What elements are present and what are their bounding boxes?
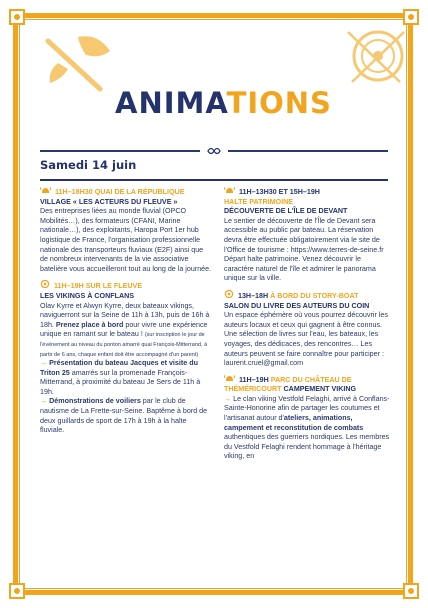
left-column (40, 187, 212, 442)
event-body: Le clan viking Vestfold Felaghi, arrivé à Conflans-Sainte-Honorine afin de partager les coutumes et l'artisanat autour d' (224, 394, 390, 423)
event-note: (sur inscription le jour de l'événement au niveau du ponton amarré quai François-Mitterrand, à partir de 6 ans, chaque enfant doit être accompagné d'un parent) (40, 332, 208, 358)
viking-axe-icon (40, 33, 122, 93)
event-ile-de-devant (224, 187, 390, 284)
event-place: À BORD DU STORY-BOAT (270, 291, 359, 300)
corner-ornament-icon (9, 9, 25, 25)
arrow-icon: → (40, 359, 48, 368)
celtic-separator (40, 146, 388, 156)
viking-shield-icon (338, 28, 406, 88)
day-divider (40, 179, 388, 181)
event-body: amarrés sur la promenade François-Mitterrand, à proximité du bateau Je Sers de 11h à 19h. (40, 368, 201, 396)
event-time: 11H–18H30 (54, 188, 93, 196)
event-salon-livre (224, 290, 390, 369)
day-heading: Samedi 14 juin (40, 158, 137, 172)
event-highlight: Démonstrations de voiliers (49, 397, 141, 406)
arrow-icon: → (224, 394, 232, 403)
viking-ship-icon (40, 280, 50, 288)
title-part-1: ANIMA (115, 86, 227, 120)
event-campement (224, 375, 390, 462)
event-vikings (40, 280, 212, 436)
event-time: 13H–18H (237, 291, 269, 300)
event-place: PARC DU CHÂTEAU DE THÉMÉRICOURT (224, 375, 352, 394)
event-title: SALON DU LIVRE DES AUTEURS DU COIN (224, 301, 370, 310)
title-part-2: TIONS (226, 86, 332, 120)
event-body: Un espace éphémère où vous pourrez découvrir les auteurs locaux et ceux qui gagnent à être connus. Une sélection de livres sur l'eau, les bateaux, les voyages, des dédicaces, des rencontres… Les auteurs peuvent se faire connaître pour participer : laurent.cruel@gmail.com (224, 311, 388, 368)
event-body: authentiques des guerriers nordiques. Les membres du Vestfold Felaghi rendent hommage à l'héritage viking, en (224, 433, 390, 461)
viking-helmet-icon (224, 375, 235, 382)
event-time: 11H–19H (53, 282, 84, 291)
event-title: DÉCOUVERTE DE L'ÎLE DE DEVANT (224, 207, 348, 216)
corner-ornament-icon (403, 9, 419, 25)
event-title: LES VIKINGS À CONFLANS (40, 291, 135, 300)
event-title: CAMPEMENT VIKING (283, 385, 357, 394)
event-body: Olav Kyrre et Alwyn Kyrre, deux bateaux vikings, naviguerront sur la Seine de 11h à 13h, puis de 16h à 18h. (40, 301, 210, 329)
arrow-icon: → (40, 397, 48, 406)
event-time: 11H–13H30 ET 15H–19H (238, 188, 320, 196)
event-place: SUR LE FLEUVE (85, 282, 143, 291)
celtic-knot-icon (206, 146, 222, 156)
corner-ornament-icon (9, 583, 25, 599)
viking-helmet-icon (40, 187, 51, 194)
event-body: Le sentier de découverte de l'Île de Devant sera accessible au public par bateau. La réservation devra être effectuée obligatoirement via le site de l'Office de tourisme : https://www.terres-de-seine.fr Départ halte patrimoine. Venez découvrir le caractère naturel de l'île et admirer le panorama unique sur la ville. (224, 216, 384, 283)
right-column (224, 187, 390, 468)
event-body: Des entreprises liées au monde fluvial (OPCO Mobilités…), des formateurs (CFANI, Marine nationale…), des exploitants, Haropa Port 1er hub logistique de France, l'organisation professionnelle nationale des transporteurs fluviaux (E2F) ainsi que de nombreux intervenants de la vie associative batelière vous accueilleront tout au long de la journée. (40, 207, 212, 273)
viking-ship-icon (224, 290, 234, 298)
event-place: HALTE PATRIMOINE (224, 197, 294, 206)
event-place: QUAI DE LA RÉPUBLIQUE (94, 188, 185, 196)
event-highlight: Prenez place à bord (55, 320, 124, 329)
event-body: pour vivre une expérience unique en ramant sur le bateau ! (40, 320, 208, 339)
viking-helmet-icon (224, 187, 235, 194)
event-body: par le club de nautisme de La Frette-sur-Seine. Baptême à bord de deux guillards de sport de 17h à 19h à la halte fluviale. (40, 397, 208, 435)
event-highlight: ateliers, animations, campement et reconstitution de combats (224, 414, 364, 432)
event-village (40, 187, 212, 274)
corner-ornament-icon (403, 583, 419, 599)
page-title (115, 86, 332, 120)
event-highlight: Présentation du bateau Jacques et visite du Triton 25 (40, 359, 198, 377)
event-title: VILLAGE « LES ACTEURS DU FLEUVE » (40, 197, 178, 206)
event-time: 11H–19H (238, 375, 269, 384)
